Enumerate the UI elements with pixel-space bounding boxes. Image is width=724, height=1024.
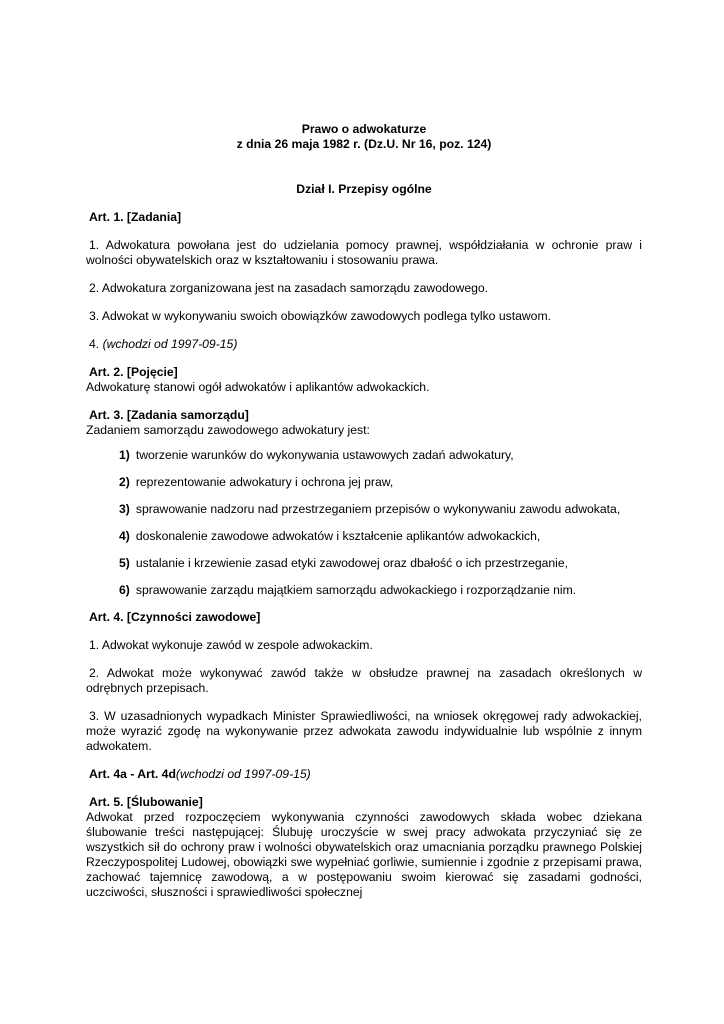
list-item-number: 5) <box>119 556 130 570</box>
art3-intro: Zadaniem samorządu zawodowego adwokatury jest: <box>86 423 370 437</box>
art1-paragraph-3: 3. Adwokat w wykonywaniu swoich obowiązków zawodowych podlega tylko ustawom. <box>89 309 551 323</box>
list-item <box>86 502 642 517</box>
list-item-number: 2) <box>119 475 130 489</box>
list-item <box>86 448 642 463</box>
list-item-number: 6) <box>119 583 130 597</box>
document-page <box>86 122 642 900</box>
list-item <box>86 475 642 490</box>
art1-paragraph-4-number: 4. <box>89 337 103 351</box>
art1-paragraph-4 <box>86 337 642 352</box>
art3-heading: Art. 3. [Zadania samorządu] <box>89 408 249 422</box>
art4-heading: Art. 4. [Czynności zawodowe] <box>89 610 261 624</box>
art4a-heading: Art. 4a - Art. 4d <box>89 767 176 781</box>
art2-heading: Art. 2. [Pojęcie] <box>89 365 178 379</box>
art4-paragraph-1: 1. Adwokat wykonuje zawód w zespole adwokackim. <box>89 638 373 652</box>
art1-paragraph-4-note: (wchodzi od 1997-09-15) <box>102 337 238 351</box>
section-title: Dział I. Przepisy ogólne <box>296 182 432 196</box>
art3-list <box>86 448 642 598</box>
art1-paragraph-2: 2. Adwokatura zorganizowana jest na zasadach samorządu zawodowego. <box>89 281 489 295</box>
list-item-number: 4) <box>119 529 130 543</box>
list-item <box>86 583 642 598</box>
list-item-text: sprawowanie zarządu majątkiem samorządu adwokackiego i rozporządzanie nim. <box>135 583 577 597</box>
art1-paragraph-1: 1. Adwokatura powołana jest do udzielania pomocy prawnej, współdziałania w ochronie praw i wolności obywatelskich oraz w kształtowaniu i stosowaniu prawa. <box>86 238 642 267</box>
list-item-text: doskonalenie zawodowe adwokatów i kształcenie aplikantów adwokackich, <box>135 529 541 543</box>
document-title-line2: z dnia 26 maja 1982 r. (Dz.U. Nr 16, poz. 124) <box>236 137 492 151</box>
art4a-note: (wchodzi od 1997-09-15) <box>175 767 311 781</box>
list-item-text: reprezentowanie adwokatury i ochrona jej praw, <box>135 475 394 489</box>
art5-heading: Art. 5. [Ślubowanie] <box>89 795 203 809</box>
list-item <box>86 556 642 571</box>
art4-paragraph-2: 2. Adwokat może wykonywać zawód także w obsłudze prawnej na zasadach określonych w odrębnych przepisach. <box>86 666 642 695</box>
document-title-line1: Prawo o adwokaturze <box>301 122 427 136</box>
list-item-text: ustalanie i krzewienie zasad etyki zawodowej oraz dbałość o ich przestrzeganie, <box>135 556 569 570</box>
art2-text: Adwokaturę stanowi ogół adwokatów i aplikantów adwokackich. <box>86 380 430 394</box>
list-item-text: tworzenie warunków do wykonywania ustawowych zadań adwokatury, <box>135 448 514 462</box>
art4-paragraph-3: 3. W uzasadnionych wypadkach Minister Sprawiedliwości, na wniosek okręgowej rady adwokackiej, może wyrazić zgodę na wykonywanie przez adwokata zawodu indywidualnie lub wspólnie z innym adwokatem. <box>86 709 642 753</box>
art1-heading: Art. 1. [Zadania] <box>89 210 182 224</box>
list-item-text: sprawowanie nadzoru nad przestrzeganiem przepisów o wykonywaniu zawodu adwokata, <box>135 502 621 516</box>
art4a-line <box>86 767 642 782</box>
art5-text: Adwokat przed rozpoczęciem wykonywania czynności zawodowych składa wobec dziekana ślubowanie treści następującej: Ślubuję uroczyście w swej pracy adwokata przyczyniać się ze wszystkich sił do ochrony praw i wolności obywatelskich oraz umacniania porządku prawnego Polskiej Rzeczypospolitej Ludowej, obowiązki swe wypełniać gorliwie, sumiennie i zgodnie z przepisami prawa, zachować tajemnicę zawodową, a w postępowaniu swoim kierować się zasadami godności, uczciwości, słuszności i sprawiedliwości społecznej <box>86 810 642 899</box>
list-item-number: 3) <box>119 502 130 516</box>
list-item-number: 1) <box>119 448 130 462</box>
list-item <box>86 529 642 544</box>
